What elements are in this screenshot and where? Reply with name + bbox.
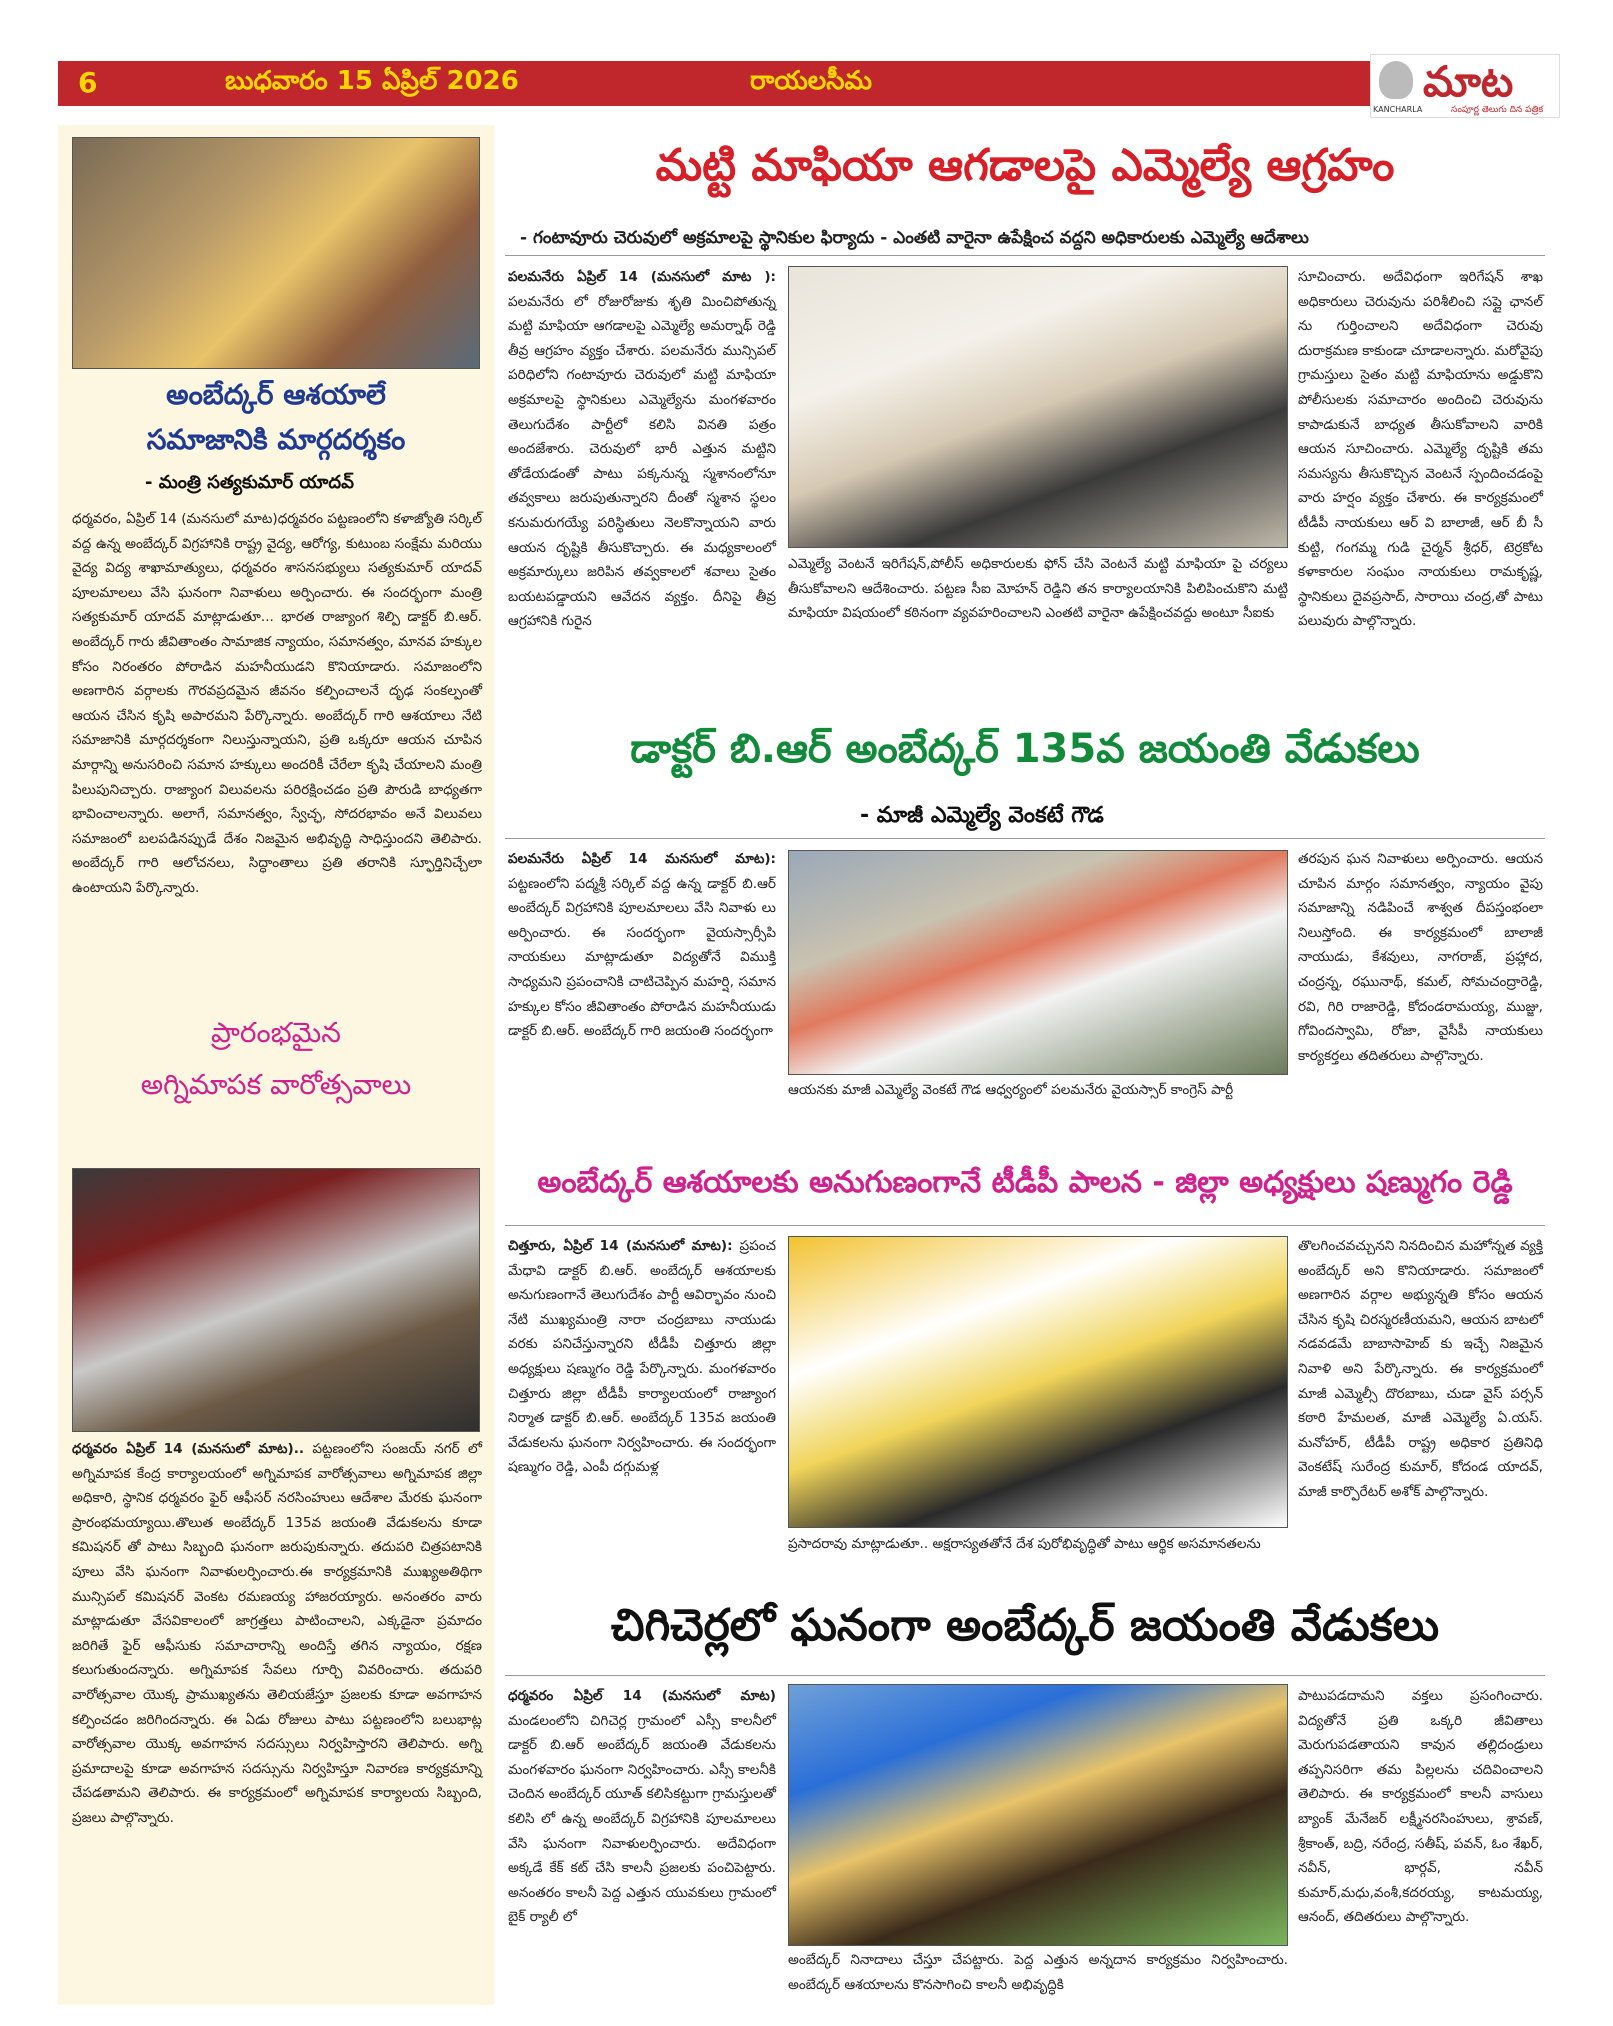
story4-col1-text: మండలంలోని చిగిచెర్ల గ్రామంలో ఎస్సీ కాలనీలో డాక్టర్ బి.ఆర్ అంబేద్కర్ జయంతి వేడుకలను మంగళవారం ఘనంగా నిర్వహించారు. ఎస్సీ కాలనీకి చెందిన అంబేద్కర్ యూత్ కలిసికట్టుగా గ్రామస్తులతో కలిసి లో ఉన్న అంబేద్కర్ విగ్రహానికి పూలమాలలు వేసి ఘనంగా నివాళులర్పించారు. అదేవిధంగా అక్కడే కేక్ కట్ చేసి కాలనీ ప్రజలకు పంచిపెట్టారు. అనంతరం కాలనీ పెద్ద ఎత్తున యువకులు గ్రామంలో బైక్ ర్యాలీ లో [508,1712,776,1926]
story3-under-photo: ప్రసాదరావు మాట్లాడుతూ.. అక్షరాస్యతతోనే దేశ పురోభివృద్ధితో పాటు ఆర్థిక అసమానతలను [788,1536,1261,1552]
left-headline1-line2: సమాజానికి మార్గదర్శకం [146,423,406,456]
story2-under-photo: ఆయనకు మాజీ ఎమ్మెల్యే వెంకటే గౌడ ఆధ్వర్యంలో పలమనేరు వైయస్సార్ కాంగ్రెస్ పార్టీ [788,1082,1234,1098]
story3-photo [788,1236,1288,1528]
story4-photo [788,1684,1288,1946]
story1-col1 [508,265,776,707]
story4-col1 [508,1684,776,2000]
story1-under-photo: ఎమ్మెల్యే వెంటనే ఇరిగేషన్,పోలీస్ అధికారులకు ఫోన్ చేసి వెంటనే మట్టి మాఫియా పై చర్యలు తీసుకోవాలని ఆదేశించారు. పట్టణ సీఐ మోహన్ రెడ్డిని తన కార్యాలయానికి పిలిపించుకొని మట్టి మాఫియా విషయంలో కఠినంగా వ్యవహరించాలని ఎంతటి వారైనా ఉపేక్షించవద్దు అంటూ సీఐకు [788,556,1288,622]
story4-dateline: ధర్మవరం ఏప్రిల్ 14 (మనసులో మాట) [508,1688,776,1704]
section-name: రాయలసీమ [750,66,872,96]
story2-dateline: పలమనేరు ఏప్రిల్ 14 మనసులో మాట): [508,851,776,867]
left-headline2-line1: ప్రారంభమైన [211,1016,341,1049]
left-article1-body: ధర్మవరం, ఏప్రిల్ 14 (మనసులో మాట)ధర్మవరం పట్టణంలోని కళాజ్యోతి సర్కిల్ వద్ద ఉన్న అంబేద్కర్ విగ్రహానికి రాష్ట్ర వైద్య, ఆరోగ్య, కుటుంబ సంక్షేమ మరియు వైద్య విద్య శాఖామాత్యులు, ధర్మవరం శాసనసభ్యులు సత్యకుమార్ యాదవ్ పూలమాలలు వేసి ఘనంగా నివాళులు అర్పించారు. ఈ సందర్భంగా మంత్రి సత్యకుమార్ యాదవ్ మాట్లాడుతూ... భారత రాజ్యాంగ శిల్పి డాక్టర్ బి.ఆర్. అంబేద్కర్ గారు జీవితాంతం సామాజిక న్యాయం, సమానత్వం, మానవ హక్కుల కోసం నిరంతరం పోరాడిన మహనీయుడని కొనియాడారు. సమాజంలోని అణగారిన వర్గాలకు గౌరవప్రదమైన జీవనం కల్పించాలనే దృఢ సంకల్పంతో ఆయన చేసిన కృషి అపారమని పేర్కొన్నారు. అంబేద్కర్ గారి ఆశయాలు నేటి సమాజానికి మార్గదర్శకంగా నిలుస్తున్నాయని, ప్రతి ఒక్కరూ ఆయన చూపిన మార్గాన్ని అనుసరించి సమాన హక్కులు అందరికీ చేరేలా కృషి చేయాలని మంత్రి పిలుపునిచ్చారు. రాజ్యాంగ విలువలను పరిరక్షించడం ప్రతి పౌరుడి బాధ్యతగా భావించాలన్నారు. అలాగే, సమానత్వం, స్వేచ్ఛ, సోదరభావం అనే విలువలు సమాజంలో బలపడినప్పుడే దేశం నిజమైన అభివృద్ధి సాధిస్తుందని తెలిపారు. అంబేద్కర్ గారి ఆలోచనలు, సిద్ధాంతాలు ప్రతి తరానికి స్ఫూర్తినిచ్చేలా ఉంటాయని పేర్కొన్నారు. [72,511,482,896]
ambedkar-tribute-photo [72,137,480,369]
story3-dateline: చిత్తూరు, ఏప్రిల్ 14 (మనసులో మాట): [508,1238,733,1254]
fire-station-photo [72,1168,480,1432]
story4-headline: చిగిచెర్లలో ఘనంగా అంబేద్కర్ జయంతి వేడుకలు [610,1600,1440,1651]
newspaper-logo [1370,54,1560,118]
story4-rule [505,1675,1545,1676]
story3-col1-text: ప్రపంచ మేధావి డాక్టర్ బి.ఆర్. అంబేద్కర్ ఆశయాలకు అనుగుణంగానే తెలుగుదేశం పార్టీ ఆవిర్భావం నుంచి నేటి ముఖ్యమంత్రి నారా చంద్రబాబు నాయుడు వరకు పనిచేస్తున్నారని టీడీపీ చిత్తూరు జిల్లా అధ్యక్షులు షణ్ముగం రెడ్డి పేర్కొన్నారు. మంగళవారం చిత్తూరు జిల్లా టీడీపీ కార్యాలయంలో రాజ్యాంగ నిర్మాత డాక్టర్ బి.ఆర్. అంబేద్కర్ 135వ జయంతి వేడుకలను ఘనంగా నిర్వహించారు. ఈ సందర్భంగా షణ్ముగం రెడ్డి, ఎంపీ దగ్గుమళ్ల [508,1238,776,1476]
left-article2-text: పట్టణంలోని సంజయ్ నగర్ లో అగ్నిమాపక కేంద్ర కార్యాలయంలో అగ్నిమాపక వారోత్సవాలు అగ్నిమాపక జిల్లా అధికారి, స్థానిక ధర్మవరం ఫైర్ ఆఫీసర్ నరసింహులు ఆదేశాల మేరకు ఘనంగా ప్రారంభమయ్యాయి.తొలుత అంబేద్కర్ 135వ జయంతి వేడుకలను కూడా కమిషనర్ తో పాటు సిబ్బంది ఘనంగా జరుపుకున్నారు. తదుపరి చిత్రపటానికి పూలు వేసి ఘనంగా నివాళులర్పించారు.ఈ కార్యక్రమానికి ముఖ్యఅతిథిగా మున్సిపల్ కమిషనర్ వెంకట రమణయ్య హాజరయ్యారు. అనంతరం వారు మాట్లాడుతూ వేసవికాలంలో జాగ్రత్తలు పాటించాలని, ఎక్కడైనా ప్రమాదం జరిగితే ఫైర్ ఆఫీసుకు సమాచారాన్ని అందిస్తే తగిన న్యాయం, రక్షణ కలుగుతుందన్నారు. అగ్నిమాపక సేవలు గూర్చి వివరించారు. తదుపరి వారోత్సవాల యొక్క ప్రాముఖ్యతను తెలియజేస్తూ ప్రజలకు కూడా అవగాహన కల్పించడం జరిగిందన్నారు. ఈ ఏడు రోజులు పాటు పట్టణంలోని బలుభాట్ల వారోత్సవాల యొక్క అవగాహన సదస్సులు నిర్వహిస్తారని తెలిపారు. అగ్ని ప్రమాదాలపై కూడా అవగాహన సదస్సును నిర్వహిస్తూ నివారణ కార్యక్రమాన్ని చేపడతామని తెలిపారు. ఈ కార్యక్రమంలో అగ్నిమాపక కార్యాలయ సిబ్బంది, ప్రజలు పాల్గొన్నారు. [72,1441,483,1826]
story2-photo [788,850,1288,1075]
logo-tagline: సంపూర్ణ తెలుగు దిన పత్రిక [1451,105,1544,115]
left-headline1-line1: అంబేద్కర్ ఆశయాలే [166,378,386,411]
story2-col3: తరపున ఘన నివాళులు అర్పించారు. ఆయన చూపిన మార్గం సమానత్వం, న్యాయం వైపు సమాజాన్ని నడిపించే శాశ్వత దీపస్తంభంలా నిలుస్తోంది. ఈ కార్యక్రమంలో బాలాజీ నాయుడు, కేశవులు, నాగరాజ్, ప్రహ్లాద, చంద్రన్న, రఘునాథ్, కమల్, సోమచంద్రారెడ్డి, రవి, గిరి రాజారెడ్డి, కోదండరామయ్య, ముజ్జు, గోవిందస్వామి, రోజా, వైసీపీ నాయకులు కార్యకర్తలు తదితరులు పాల్గొన్నారు. [1298,851,1543,1064]
story2-col1 [508,847,776,1115]
page-number: 6 [78,66,98,99]
story2-credit: - మాజీ ఎమ్మెల్యే వెంకటే గౌడ [860,803,1104,828]
story2-rule [505,838,1545,839]
story3-col3: తొలగించవచ్చునని నినదించిన మహోన్నత వ్యక్తి అంబేద్కర్ అని కొనియాడారు. సమాజంలో అణగారిన వర్గాల అభ్యున్నతి కోసం ఆయన చేసిన కృషి చిరస్మరణీయమని, ఆయన బాటలో నడవడమే బాబాసాహెబ్ కు ఇచ్చే నిజమైన నివాళి అని పేర్కొన్నారు. ఈ కార్యక్రమంలో మాజీ ఎమ్మెల్సీ దొరబాబు, చుడా వైస్ పర్సన్ కఠారి హేమలత, మాజీ ఎమ్మెల్యే ఏ.యస్. మనోహర్, టీడీపీ రాష్ట్ర అధికార ప్రతినిధి వెంకటేష్ సురేంద్ర కుమార్, కోదండ యాదవ్, మాజీ కార్పొరేటర్ అశోక్ పాల్గొన్నారు. [1298,1238,1543,1500]
story4-col3: పాటుపడదామని వక్తలు ప్రసంగించారు. విద్యతోనే ప్రతి ఒక్కరి జీవితాలు మెరుగుపడతాయని కావున తల్లిదండ్రులు తప్పనిసరిగా తమ పిల్లలను చదివించాలని తెలిపారు. ఈ కార్యక్రమంలో కాలనీ వాసులు బ్యాంక్ మేనేజర్ లక్ష్మీనరసింహులు, శ్రావణ్, శ్రీకాంత్, బద్రి, నరేంద్ర, సతీష్, పవన్, ఓం శేఖర్, నవీన్, భార్గవ్, నవీన్ కుమార్,మధు,వంశీ,కదరయ్య, కాటమయ్య, ఆనంద్, తదితరులు పాల్గొన్నారు. [1298,1688,1543,1926]
story1-rule [505,255,1545,256]
left-headline2-line2: అగ్నిమాపక వారోత్సవాలు [140,1068,412,1101]
story3-col1 [508,1234,776,1584]
story1-col1-text: పలమనేరు లో రోజురోజుకు శృతి మించిపోతున్న మట్టి మాఫియా ఆగడాలపై ఎమ్మెల్యే అమర్నాథ్ రెడ్డి తీవ్ర ఆగ్రహం వ్యక్తం చేశారు. పలమనేరు మున్సిపల్ పరిధిలోని గంటావూరు చెరువులో మట్టి మాఫియా అక్రమాలపై స్థానికులు ఎమ్మెల్యేను మంగళవారం తెలుగుదేశం పార్టీలో కలిసి వినతి పత్రం అందజేశారు. చెరువులో భారీ ఎత్తున మట్టిని తోడేయడంతో పాటు పక్కనున్న స్మశానంలోనూ తవ్వకాలు జరుపుతున్నారని దీంతో స్మశాన స్థలం కనుమరుగయ్యే పరిస్థితులు నెలకొన్నాయని వారు ఆయన దృష్టికి తీసుకొచ్చారు. ఈ మధ్యకాలంలో అక్రమార్కులు జరిపిన తవ్వకాలలో శవాలు సైతం బయటపడ్డాయని ఆవేదన వ్యక్తం. దీనిపై తీవ్ర ఆగ్రహానికి గురైన [508,293,776,630]
left-credit1: - మంత్రి సత్యకుమార్ యాదవ్ [145,472,354,493]
story3-rule [505,1225,1545,1226]
left-article2-dateline: ధర్మవరం ఏప్రిల్ 14 (మనసులో మాట).. [72,1441,305,1457]
issue-date: బుధవారం 15 ఏప్రిల్ 2026 [225,66,519,96]
story2-headline: డాక్టర్ బి.ఆర్ అంబేద్కర్ 135వ జయంతి వేడుకలు [630,726,1420,772]
story1-headline: మట్టి మాఫియా ఆగడాలపై ఎమ్మెల్యే ఆగ్రహం [655,140,1395,191]
story1-col3: సూచించారు. అదేవిధంగా ఇరిగేషన్ శాఖ అధికారులు చెరువును పరిశీలించి సప్లై ఛానల్ ను గుర్తించాలని అదేవిధంగా చెరువు దురాక్రమణ కాకుండా చూడాలన్నారు. మరోవైపు గ్రామస్తులు సైతం మట్టి మాఫియాను అడ్డుకొని పోలీసులకు సమాచారం అందించి చెరువును కాపాడుకునే బాధ్యత తీసుకోవాలని వారికి ఆయన సూచించారు. ఎమ్మెల్యే దృష్టికి తమ సమస్యను తీసుకొచ్చిన వెంటనే స్పందించడంపై వారు హర్షం వ్యక్తం చేశారు. ఈ కార్యక్రమంలో టీడీపీ నాయకులు ఆర్ వి బాలాజీ, ఆర్ బీ సీ కుట్టి, గంగమ్మ గుడి చైర్మన్ శ్రీధర్, టెర్రకోట కళాకారుల సంఘం నాయకులు రామకృష్ణ, స్థానికులు దైవప్రసాద్, సారాయి చంద్ర,తో పాటు పలువురు పాల్గొన్నారు. [1298,269,1543,630]
story3-headline: అంబేద్కర్ ఆశయాలకు అనుగుణంగానే టీడీపీ పాలన - జిల్లా అధ్యక్షులు షణ్ముగం రెడ్డి [537,1165,1513,1200]
story1-dateline: పలమనేరు ఏప్రిల్ 14 (మనసులో మాట ): [508,269,776,285]
logo-name: KANCHARLA [1373,105,1423,114]
story4-under-photo: అంబేద్కర్ నినాదాలు చేస్తూ చేపట్టారు. పెద్ద ఎత్తున అన్నదాన కార్యక్రమం నిర్వహించారు. అంబేద్కర్ ఆశయాలను కొనసాగించి కాలనీ అభివృద్ధికి [788,1952,1288,1993]
portrait-icon [1379,61,1413,99]
left-article2-body [72,1437,482,1997]
story1-photo [788,266,1288,548]
story1-deck: - గంటావూరు చెరువులో అక్రమాలపై స్థానికుల ఫిర్యాదు - ఎంతటి వారైనా ఉపేక్షించ వద్దని అధికారులకు ఎమ్మెల్యే ఆదేశాలు [520,228,1309,248]
story2-col1-text: పట్టణంలోని పద్మశ్రీ సర్కిల్ వద్ద ఉన్న డాక్టర్ బి.ఆర్ అంబేద్కర్ విగ్రహానికి పూలమాలలు వేసి నివాళు లు అర్పించారు. ఈ సందర్భంగా వైయస్సార్సీపి నాయకులు మాట్లాడుతూ విద్యతోనే విముక్తి సాధ్యమని ప్రపంచానికి చాటిచెప్పిన మహర్షి, సమాన హక్కుల కోసం జీవితాంతం పోరాడిన మహనీయుడు డాక్టర్ బి.ఆర్. అంబేద్కర్ గారి జయంతి సందర్భంగా [508,875,776,1040]
logo-brand: మాట [1423,57,1514,106]
